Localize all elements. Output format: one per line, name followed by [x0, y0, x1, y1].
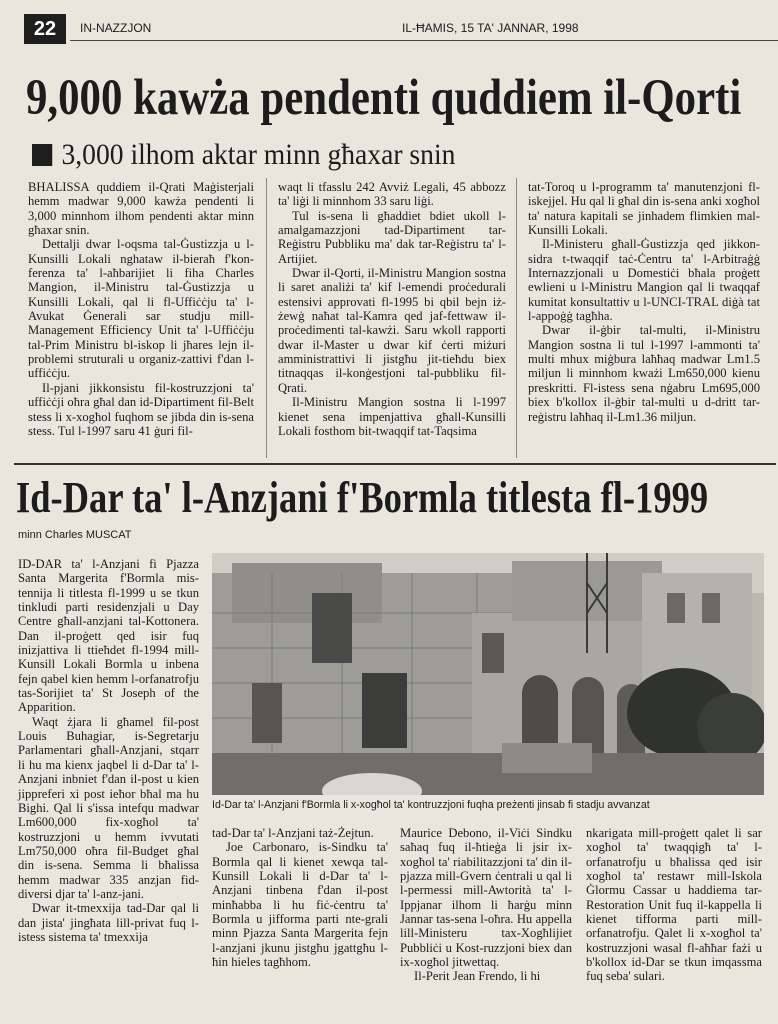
construction-photo: [212, 553, 764, 795]
paragraph: Il-Perit Jean Frendo, li hi: [414, 969, 541, 984]
article2-column-3: [400, 826, 572, 984]
paragraph: Il-pjani jikkonsistu fil-kostruzzjoni ta' uffiċċji oħra għal dan id-Dipartiment fil-Belt stess li x-xogħol fuqhom se jibda din is-sena stess. Tul l-1997 saru 41 ġuri fil-: [28, 380, 254, 438]
article2-column-4: [586, 826, 762, 984]
masthead: IN-NAZZJON: [80, 21, 152, 35]
page-number: 22: [24, 14, 66, 44]
article2-headline: Id-Dar ta' l-Anzjani f'Bormla titlesta fl-1999: [16, 473, 709, 522]
section-divider: [14, 463, 776, 465]
paragraph: ID-DAR ta' l-Anzjani fi Pjazza Santa Margerita f'Bormla mis-tennija li titlesta fl-1999 u se tkun tinkludi parti residenzjali u Day Centre għall-anzjani tal-Kottonera. Dan il-proġett qed isir fuq inizjattiva li ttieħdet fl-1994 mill-Kunsill Lokali Bormla u inbena fejn qabel kien hemm l-orfanatrofju tas-Sorijiet ta' St Joseph of the Apparition.: [18, 557, 199, 715]
article1-headline: 9,000 kawża pendenti quddiem il-Qorti: [26, 70, 742, 126]
paragraph: Dwar il-Qorti, il-Ministru Mangion sostna li saret analiżi ta' kif l-emendi proċedurali estensivi approvati fl-1995 bi qbil bejn iż-żewġ naħat tal-Kamra qed jaf-fettwaw il-proċedimenti tal-kawżi. Saru wkoll rapporti dwar il-Master u dwar kif ċerti miżuri amministrattivi li jistgħu jit-tieħdu biex titnaqqas il-konġestjoni tal-pubbliku fil-Qrati.: [278, 266, 506, 395]
paragraph: Maurice Debono, il-Viċi Sindku saħaq fuq il-ħtieġa li jsir ix-xogħol ta' riabilitazzjoni ta' din il-pjazza mill-Gvern ċentrali u qal li l-permessi mill-Awtorità ta' l-Ippjanar ilhom li ħarġu minn Jannar tas-sena l-oħra. Hu appella lill-Ministeru tax-Xogħlijiet Pubbliċi u Kost-ruzzjoni biex dan ix-xogħol jitwettaq.: [400, 826, 572, 970]
paragraph: nkarigata mill-proġett qalet li sar xogħol ta' twaqqigħ ta' l-orfanatrofju u bħalissa qed isir xogħol ta' restawr mill-Iskola Ġlormu Cassar u haddiema tar-Restoration Unit fuq il-kappella li kienet tifforma parti mill-orfanatrofju. Qalet li x-xogħol ta' kostruzzjoni wasal fl-aħħar fażi u b'kollox id-Dar se tkun imqassma fuq seba' sulari.: [586, 826, 762, 984]
paragraph: Dwar il-ġbir tal-multi, il-Ministru Mangion sostna li tul l-1997 l-ammonti ta' multi mhux miġbura laħħaq madwar Lm1.5 miljun li minnhom kważi Lm650,000 kienu preskritti. Fl-istess sena nġabru Lm695,000 biex b'kollox il-ġbir tal-multi u d-dritt tar-reġistru laħħaq il-Lm1.36 miljun.: [528, 323, 760, 424]
paragraph: Dettalji dwar l-oqsma tal-Ġustizzja u l-Kunsilli Lokali nghataw il-bieraħ f'kon-ferenza ta' l-aħbarijiet li fiha Charles Mangion, il-Ministru tal-Ġustizzja u Kunsilli Lokali, qal li fl-Uffiċċju ta' l-Avukat Ġenerali sar studju mill-Management Efficiency Unit ta' l-Uffiċċju tal-Prim Ministru bl-iskop li jħares lejn il-problemi struturali u organiz-zattivi f'dan l-uffiċċju.: [28, 237, 254, 381]
article1-column-3: [528, 180, 760, 424]
paragraph: Waqt żjara li għamel fil-post Louis Buhagiar, is-Segretarju Parlamentari għall-Anzjani, stqarr li hu ma kienx jaqbel li d-Dar ta' l-Anzjani inbniet f'dan il-post u kien jippreferi xi post ieħor bħal ma hu Bighi. Qal li s'issa intefqu madwar Lm600,000 fix-xogħol ta' kostruzzjoni u hemm ivvutati Lm750,000 oħra fil-Budget għal din is-sena. Semma li bħalissa hemm madwar 335 anzjan fid-diversi djar ta' l-anz-jani.: [18, 714, 199, 901]
building-photo-illustration: [212, 553, 764, 795]
square-bullet-icon: [32, 144, 52, 166]
byline: minn Charles MUSCAT: [18, 529, 132, 541]
column-divider: [266, 178, 267, 458]
paragraph: Joe Carbonaro, is-Sindku ta' Bormla qal li kienet xewqa tal-Kunsill Lokali li d-Dar ta' l-Anzjani tinbena f'dan il-post minħabba li hu fiċ-ċentru ta' Bormla u jifforma parti nte-grali minn Pjazza Santa Margerita fejn l-anzjani jkunu jistgħu jgattgħu l-ħin hieles tagħhom.: [212, 840, 388, 970]
article1-subheadline: [32, 136, 455, 174]
article2-column-2: [212, 826, 388, 969]
paragraph: Dwar it-tmexxija tad-Dar qal li dan jista' jingħata lill-privat fuq l-istess sistema ta' tmexxija: [18, 901, 199, 944]
paragraph: Il-Ministru Mangion sostna li l-1997 kienet sena impenjattiva għall-Kunsilli Lokali fosthom bit-twaqqif tat-Taqsima: [278, 395, 506, 438]
paragraph: Il-Ministeru għall-Ġustizzja qed jikkon-sidra t-twaqqif taċ-Ċentru ta' l-Arbitraġġ Internazzjonali u Domestiċi bħala proġett ewlieni u l-Ministru Mangion qal li twaqqaf kumitat konsultattiv u l-UNCI-TRAL diġà tat l-appoġġ tagħha.: [528, 237, 760, 324]
paragraph: tad-Dar ta' l-Anzjani taż-Żejtun.: [212, 826, 374, 840]
article1-column-1: [28, 180, 254, 438]
paragraph: waqt li tfasslu 242 Avviż Legali, 45 abbozz ta' liġi li minnhom 33 saru liġi.: [278, 180, 506, 209]
paragraph: tat-Toroq u l-programm ta' manutenzjoni fl-iskejjel. Hu qal li għal din is-sena anki xogħol ta' natura kapitali se jinhadem flimkien mal-Kunsilli Lokali.: [528, 180, 760, 238]
header-rule: [70, 40, 778, 41]
article2-left-column: [18, 557, 199, 944]
issue-date: IL-ĦAMIS, 15 TA' JANNAR, 1998: [402, 21, 579, 35]
article1-column-2: [278, 180, 506, 438]
article1-subheadline-text: 3,000 ilhom aktar minn għaxar snin: [61, 138, 456, 171]
photo-caption: Id-Dar ta' l-Anzjani f'Bormla li x-xogħol ta' kontruzzjoni fuqha preżenti jinsab fi stadju avvanzat: [212, 799, 650, 811]
column-divider: [516, 178, 517, 458]
paragraph: BHALISSA quddiem il-Qrati Maġisterjali hemm madwar 9,000 kawża pendenti li 3,000 minnhom ilhom pendenti aktar minn għaxar snin.: [28, 180, 254, 238]
paragraph: Tul is-sena li għaddiet bdiet ukoll l-amalgamazzjoni tad-Dipartiment tar-Reġistru Pubbliku ma' dak tar-Reġistru ta' l-Artijiet.: [278, 208, 506, 266]
